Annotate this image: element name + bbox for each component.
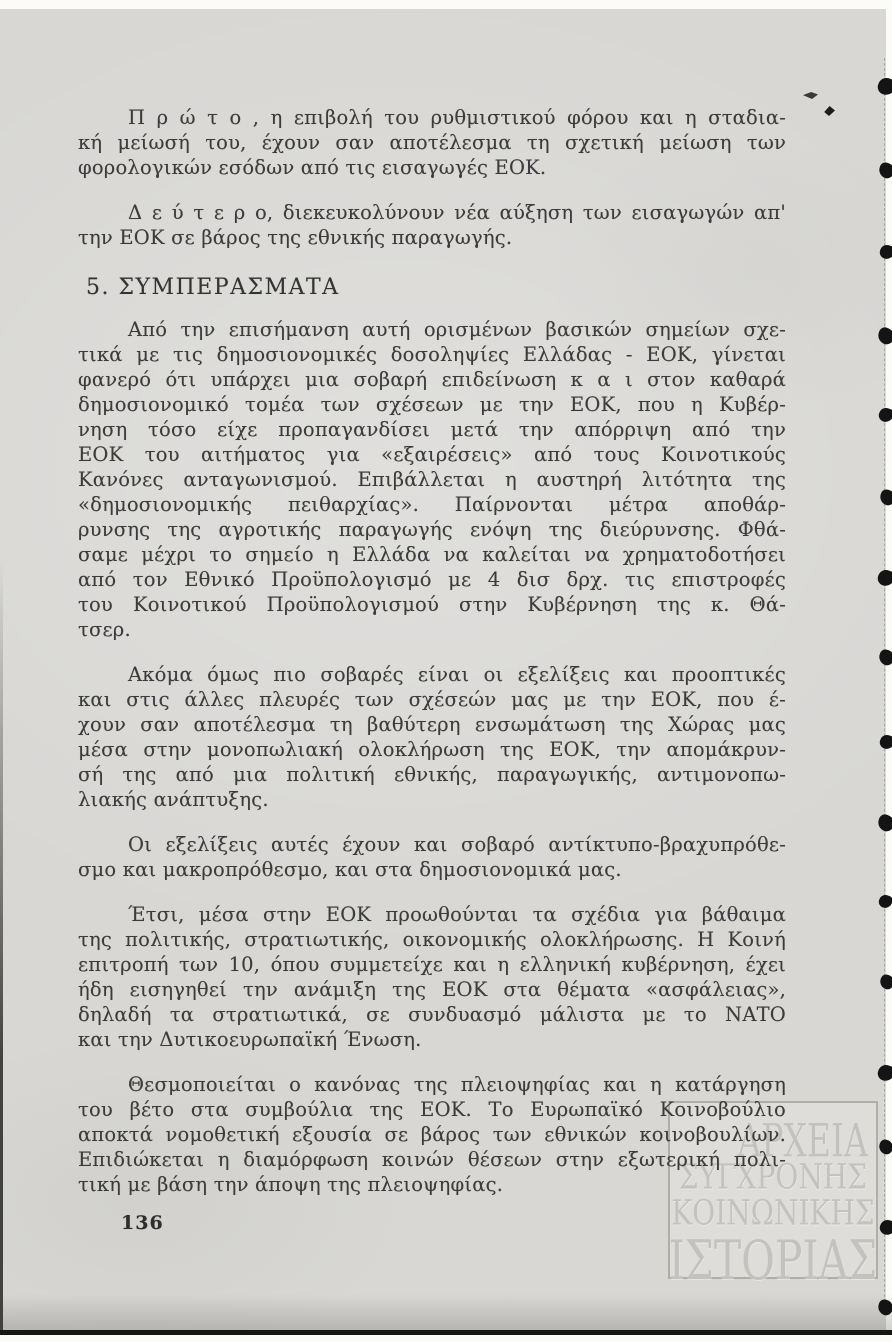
text-line: από τον Εθνικό Προϋπολογισμό με 4 δισ δρχ. τις επιστροφές	[78, 568, 786, 591]
text-line: κή μείωσή του, έχουν σαν αποτέλεσμα τη σχετική μείωση των	[78, 131, 786, 154]
conclusion-paragraphs	[78, 317, 786, 1197]
text-line: σμο και μακροπρόθεσμο, και στα δημοσιονομικά μας.	[78, 858, 622, 881]
text-line: την ΕΟΚ σε βάρος της εθνικής παραγωγής.	[78, 226, 513, 249]
text-line: λιακής ανάπτυξης.	[78, 788, 269, 811]
paragraph	[78, 200, 786, 250]
text-line: Δ ε ύ τ ε ρ ο, διεκευκολύνουν νέα αύξηση των εισαγωγών απ'	[128, 201, 786, 224]
text-line: τική με βάση την άποψη της πλειοψηφίας.	[78, 1173, 504, 1196]
text-line: Ακόμα όμως πιο σοβαρές είναι οι εξελίξεις και προοπτικές	[128, 663, 786, 686]
text-line: της πολιτικής, στρατιωτικής, οικονομικής ολοκλήρωσης. Η Κοινή	[78, 928, 786, 951]
text-line: φανερό ότι υπάρχει μια σοβαρή επιδείνωση κ α ι στον καθαρά	[78, 368, 786, 391]
text-line: τικά με τις δημοσιονομικές δοσοληψίες Ελλάδας - ΕΟΚ, γίνεται	[78, 343, 786, 366]
scanned-page	[0, 9, 886, 1333]
text-line: δημοσιονομικό τομέα των σχέσεων με την ΕΟΚ, που η Κυβέρ-	[78, 393, 786, 416]
page-number: 136	[121, 1212, 164, 1234]
paragraph	[78, 105, 786, 180]
scan-edge-shadow-bottom	[0, 1294, 892, 1330]
text-line: του Κοινοτικού Προϋπολογισμού στην Κυβέρνηση της κ. Θά-	[78, 593, 786, 616]
text-line: σαμε μέχρι το σημείο η Ελλάδα να καλείται να χρηματοδοτήσει	[78, 543, 786, 566]
text-line: αποκτά νομοθετική εξουσία σε βάρος των εθνικών κοινοβουλίων.	[78, 1123, 786, 1146]
intro-paragraphs	[78, 105, 786, 250]
paragraph	[78, 1072, 786, 1197]
stamp-text-line: ΑΡΧΕΙΑ	[737, 1113, 868, 1168]
text-line: τσερ.	[78, 618, 131, 641]
stamp-text-line: ΙΣΤΟΡΙΑΣ	[668, 1229, 878, 1293]
text-line: ΕΟΚ του αιτήματος για «εξαιρέσεις» από τους Κοινοτικούς	[78, 443, 786, 466]
text-line: Π ρ ώ τ ο , η επιβολή του ρυθμιστικού φόρου και η σταδια-	[128, 106, 786, 129]
paragraph	[78, 832, 786, 882]
scan-edge-line-bottom	[0, 1330, 892, 1335]
text-line: μέσα στην μονοπωλιακή ολοκλήρωση της ΕΟΚ, την απομάκρυν-	[78, 738, 786, 761]
paragraph	[78, 902, 786, 1052]
text-line: Έτσι, μέσα στην ΕΟΚ προωθούνται τα σχέδια για βάθαιμα	[128, 903, 786, 926]
text-line: του βέτο στα συμβούλια της ΕΟΚ. Το Ευρωπαϊκό Κοινοβούλιο	[78, 1098, 786, 1121]
text-line: σή της από μια πολιτική εθνικής, παραγωγικής, αντιμονοπω-	[78, 763, 786, 786]
text-line: και στις άλλες πλευρές των σχέσεών μας με την ΕΟΚ, που έ-	[78, 688, 786, 711]
body-text	[78, 105, 786, 1217]
text-line: φορολογικών εσόδων από τις εισαγωγές ΕΟΚ.	[78, 156, 547, 179]
text-line: «δημοσιονομικής πειθαρχίας». Παίρνονται μέτρα αποθάρ-	[78, 493, 786, 516]
text-line: Κανόνες ανταγωνισμού. Επιβάλλεται η αυστηρή λιτότητα της	[78, 468, 786, 491]
text-line: Από την επισήμανση αυτή ορισμένων βασικών σημείων σχε-	[128, 318, 786, 341]
text-line: ρυνσης της αγροτικής παραγωγής ενόψη της διεύρυνσης. Φθά-	[78, 518, 786, 541]
section-heading: 5. ΣΥΜΠΕΡΑΣΜΑΤΑ	[86, 275, 340, 300]
text-line: ήδη εισηγηθεί την ανάμιξη της ΕΟΚ στα θέματα «ασφάλειας»,	[78, 978, 786, 1001]
stamp-text-line: ΚΟΙΝΩΝΙΚΗΣ	[671, 1193, 875, 1234]
paragraph	[78, 317, 786, 642]
text-line: χουν σαν αποτέλεσμα τη βαθύτερη ενσωμάτωση της Χώρας μας	[78, 713, 786, 736]
text-line: Θεσμοποιείται ο κανόνας της πλειοψηφίας και η κατάργηση	[128, 1073, 786, 1096]
text-line: Επιδιώκεται η διαμόρφωση κοινών θέσεων στην εξωτερική πολι-	[78, 1148, 786, 1171]
text-line: Οι εξελίξεις αυτές έχουν και σοβαρό αντίκτυπο-βραχυπρόθε-	[128, 833, 786, 856]
text-line: επιτροπή των 10, όπου συμμετείχε και η ελληνική κυβέρνηση, έχει	[78, 953, 786, 976]
text-line: δηλαδή τα στρατιωτικά, σε συνδυασμό μάλιστα με το ΝΑΤΟ	[78, 1003, 786, 1026]
stamp-text-line: ΣΥΓΧΡΟΝΗΣ	[678, 1157, 868, 1198]
paragraph	[78, 662, 786, 812]
scan-edge-shadow-left	[0, 560, 3, 1330]
text-line: νηση τόσο είχε προπαγανδίσει μετά την απόρριψη από την	[78, 418, 786, 441]
text-line: και την Δυτικοευρωπαϊκή Ένωση.	[78, 1028, 422, 1051]
